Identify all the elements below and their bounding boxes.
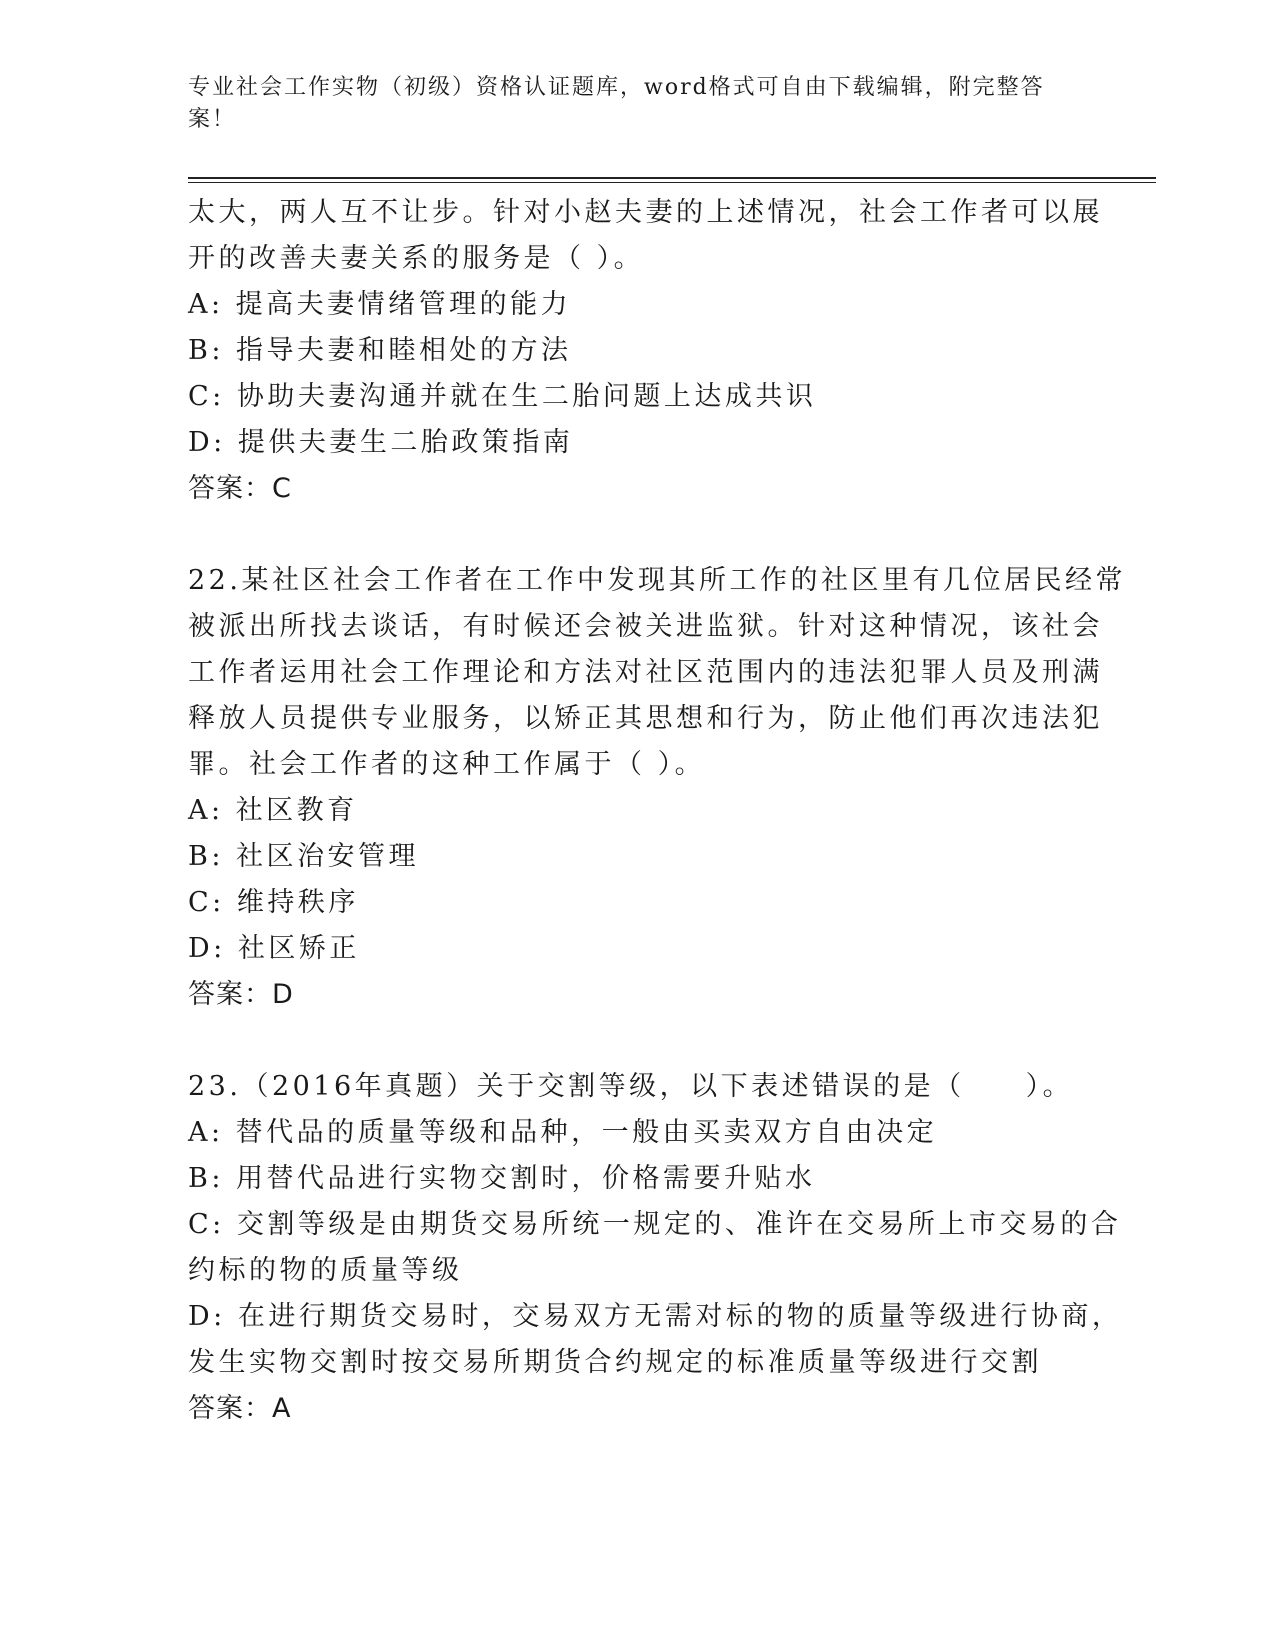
answer: 答案：C: [188, 473, 292, 504]
spacer: [188, 512, 1088, 558]
answer: 答案：A: [188, 1393, 292, 1424]
question-stem-line: 23.（2016年真题）关于交割等级，以下表述错误的是（ ）。: [188, 1071, 1074, 1102]
question-23: [188, 1064, 1123, 1432]
option-b: B: 社区治安管理: [188, 841, 420, 872]
option-d: D: 社区矫正: [188, 933, 360, 964]
question-content: [188, 190, 1126, 1432]
document-header: 专业社会工作实物（初级）资格认证题库，word格式可自由下载编辑，附完整答案！: [188, 75, 1045, 132]
question-21: [188, 190, 1103, 512]
question-22: [188, 558, 1126, 1018]
question-stem-line: 太大，两人互不让步。针对小赵夫妻的上述情况，社会工作者可以展: [188, 197, 1103, 228]
spacer: [188, 1018, 1088, 1064]
option-d-continued: 发生实物交割时按交易所期货合约规定的标准质量等级进行交割: [188, 1347, 1042, 1378]
header-divider-thin: [188, 182, 1156, 183]
option-a: A: 社区教育: [188, 795, 358, 826]
question-stem-line: 工作者运用社会工作理论和方法对社区范围内的违法犯罪人员及刑满: [188, 657, 1103, 688]
answer: 答案：D: [188, 979, 294, 1010]
option-c: C: 维持秩序: [188, 887, 359, 918]
question-stem-line: 22.某社区社会工作者在工作中发现其所工作的社区里有几位居民经常: [188, 565, 1126, 596]
option-b: B: 指导夫妻和睦相处的方法: [188, 335, 572, 366]
option-a: A: 替代品的质量等级和品种，一般由买卖双方自由决定: [188, 1117, 938, 1148]
option-c-continued: 约标的物的质量等级: [188, 1255, 463, 1286]
question-stem-line: 开的改善夫妻关系的服务是（ ）。: [188, 243, 645, 274]
option-c: C: 交割等级是由期货交易所统一规定的、准许在交易所上市交易的合: [188, 1209, 1122, 1240]
header-divider: [188, 177, 1156, 179]
option-d: D: 提供夫妻生二胎政策指南: [188, 427, 574, 458]
option-b: B: 用替代品进行实物交割时，价格需要升贴水: [188, 1163, 816, 1194]
option-a: A: 提高夫妻情绪管理的能力: [188, 289, 572, 320]
option-c: C: 协助夫妻沟通并就在生二胎问题上达成共识: [188, 381, 817, 412]
question-stem-line: 释放人员提供专业服务，以矫正其思想和行为，防止他们再次违法犯: [188, 703, 1103, 734]
question-stem-line: 罪。社会工作者的这种工作属于（ ）。: [188, 749, 706, 780]
question-stem-line: 被派出所找去谈话，有时候还会被关进监狱。针对这种情况，该社会: [188, 611, 1103, 642]
option-d: D: 在进行期货交易时，交易双方无需对标的物的质量等级进行协商，: [188, 1301, 1123, 1332]
